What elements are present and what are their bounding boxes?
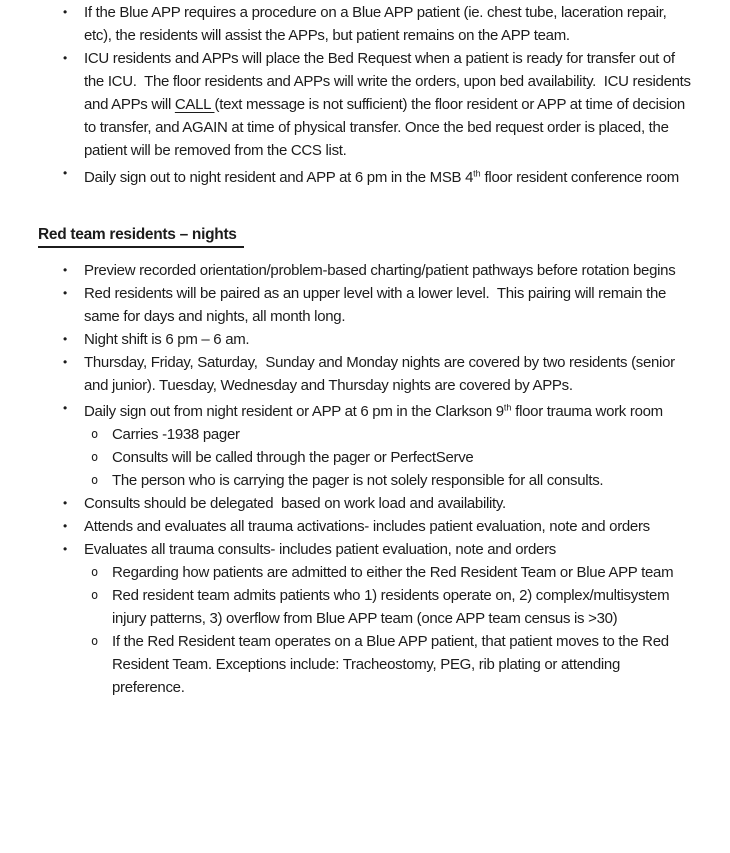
bullet-text bbox=[84, 285, 670, 325]
bullet-marker-icon: • bbox=[63, 285, 68, 300]
bullet-text bbox=[84, 50, 695, 159]
night-bullet-list bbox=[38, 259, 706, 700]
sub-bullet-item bbox=[38, 423, 690, 446]
superscript-text: th bbox=[503, 402, 512, 413]
text-segment: floor resident conference room bbox=[480, 168, 679, 186]
superscript-text: th bbox=[473, 168, 481, 178]
sub-bullet-item bbox=[38, 630, 690, 699]
text-segment: Red residents will be paired as an upper level with a lower level. This pairing will remain the same for days and nights, all month long. bbox=[84, 284, 670, 325]
text-segment: Night shift is 6 pm – 6 am. bbox=[84, 330, 250, 348]
bullet-text bbox=[112, 587, 673, 627]
circle-bullet-marker-icon: o bbox=[91, 450, 99, 464]
bullet-marker-icon: • bbox=[63, 51, 68, 65]
text-segment: Consults should be delegated based on work load and availability. bbox=[84, 495, 506, 512]
bullet-text bbox=[84, 403, 663, 420]
bullet-text bbox=[84, 354, 679, 394]
bullet-marker-icon: • bbox=[63, 166, 68, 180]
bullet-item bbox=[38, 515, 692, 538]
bullet-text bbox=[112, 426, 240, 443]
paragraph-spacer bbox=[38, 189, 706, 223]
sub-bullet-item bbox=[38, 446, 690, 469]
text-segment: Red resident team admits patients who 1) residents operate on, 2) complex/multisystem injury patterns, 3) overflow from Blue APP team (once APP team census is >30) bbox=[112, 587, 674, 627]
sub-bullet-item bbox=[38, 561, 690, 584]
text-segment: Attends and evaluates all trauma activations- includes patient evaluation, note and orders bbox=[84, 518, 650, 535]
bullet-marker-icon: • bbox=[63, 331, 68, 346]
text-segment: Thursday, Friday, Saturday, Sunday and Monday nights are covered by two residents (senior and junior). Tuesday, Wednesday and Thursday nights are covered by APPs. bbox=[84, 353, 679, 394]
text-segment: Consults will be called through the pager or PerfectServe bbox=[112, 449, 474, 466]
section-heading bbox=[38, 223, 706, 248]
bullet-item bbox=[38, 47, 695, 162]
bullet-text bbox=[84, 495, 506, 512]
text-segment: If the Red Resident team operates on a Blue APP patient, that patient moves to the Red Resident Team. Exceptions include: Tracheostomy, PEG, rib plating or attending preference. bbox=[112, 633, 673, 696]
bullet-text bbox=[84, 518, 650, 535]
text-segment: Daily sign out to night resident and APP at 6 pm in the MSB 4 bbox=[84, 168, 474, 186]
bullet-item bbox=[38, 259, 692, 282]
intro-bullet-list bbox=[38, 1, 706, 189]
bullet-text bbox=[84, 169, 679, 186]
bullet-item bbox=[38, 1, 692, 47]
bullet-text bbox=[112, 449, 473, 466]
section-heading-text: Red team residents – nights bbox=[38, 223, 244, 248]
circle-bullet-marker-icon: o bbox=[91, 588, 99, 602]
circle-bullet-marker-icon: o bbox=[91, 565, 99, 579]
bullet-marker-icon: • bbox=[63, 5, 68, 19]
bullet-item bbox=[38, 162, 692, 189]
bullet-item bbox=[38, 397, 692, 424]
text-segment: If the Blue APP requires a procedure on a Blue APP patient (ie. chest tube, laceration repair, etc), the residents will assist the APPs, but patient remains on the APP team. bbox=[84, 4, 671, 44]
circle-bullet-marker-icon: o bbox=[91, 634, 99, 648]
text-segment: Carries -1938 pager bbox=[112, 426, 240, 443]
bullet-item bbox=[38, 492, 692, 515]
bullet-text bbox=[112, 472, 603, 489]
text-segment: The person who is carrying the pager is not solely responsible for all consults. bbox=[112, 472, 604, 489]
bullet-marker-icon: • bbox=[63, 542, 68, 556]
bullet-marker-icon: • bbox=[63, 262, 68, 277]
bullet-marker-icon: • bbox=[63, 400, 68, 415]
bullet-marker-icon: • bbox=[63, 354, 68, 369]
bullet-item bbox=[38, 282, 692, 328]
bullet-text bbox=[84, 4, 670, 44]
bullet-item bbox=[38, 351, 692, 397]
underlined-text: CALL bbox=[174, 96, 215, 113]
sub-bullet-item bbox=[38, 584, 690, 630]
circle-bullet-marker-icon: o bbox=[91, 473, 99, 487]
bullet-text bbox=[84, 262, 675, 279]
sub-bullet-item bbox=[38, 469, 690, 492]
text-segment: ICU residents and APPs will place the Bed Request when a patient is ready for transfer out of the ICU. The floor residents and APPs will write the orders, upon bed availability. ICU residents and APPs will bbox=[84, 50, 695, 113]
text-segment: floor trauma work room bbox=[511, 403, 663, 420]
bullet-item bbox=[38, 328, 692, 351]
text-segment: Daily sign out from night resident or APP at 6 pm in the Clarkson 9 bbox=[84, 403, 504, 420]
text-segment: (text message is not sufficient) the floor resident or APP at time of decision to transfer, and AGAIN at time of physical transfer. Once the bed request order is placed, the patient will be removed from the CCS list. bbox=[84, 96, 689, 159]
bullet-item bbox=[38, 538, 692, 561]
bullet-marker-icon: • bbox=[63, 496, 68, 510]
bullet-marker-icon: • bbox=[63, 519, 68, 533]
text-segment: Regarding how patients are admitted to either the Red Resident Team or Blue APP team bbox=[112, 564, 674, 581]
text-segment: Preview recorded orientation/problem-based charting/patient pathways before rotation begins bbox=[84, 261, 676, 279]
bullet-text bbox=[84, 331, 249, 348]
bullet-text bbox=[84, 541, 556, 558]
bullet-text bbox=[112, 633, 673, 696]
circle-bullet-marker-icon: o bbox=[91, 427, 99, 441]
text-segment: Evaluates all trauma consults- includes patient evaluation, note and orders bbox=[84, 541, 556, 558]
bullet-text bbox=[112, 564, 673, 581]
